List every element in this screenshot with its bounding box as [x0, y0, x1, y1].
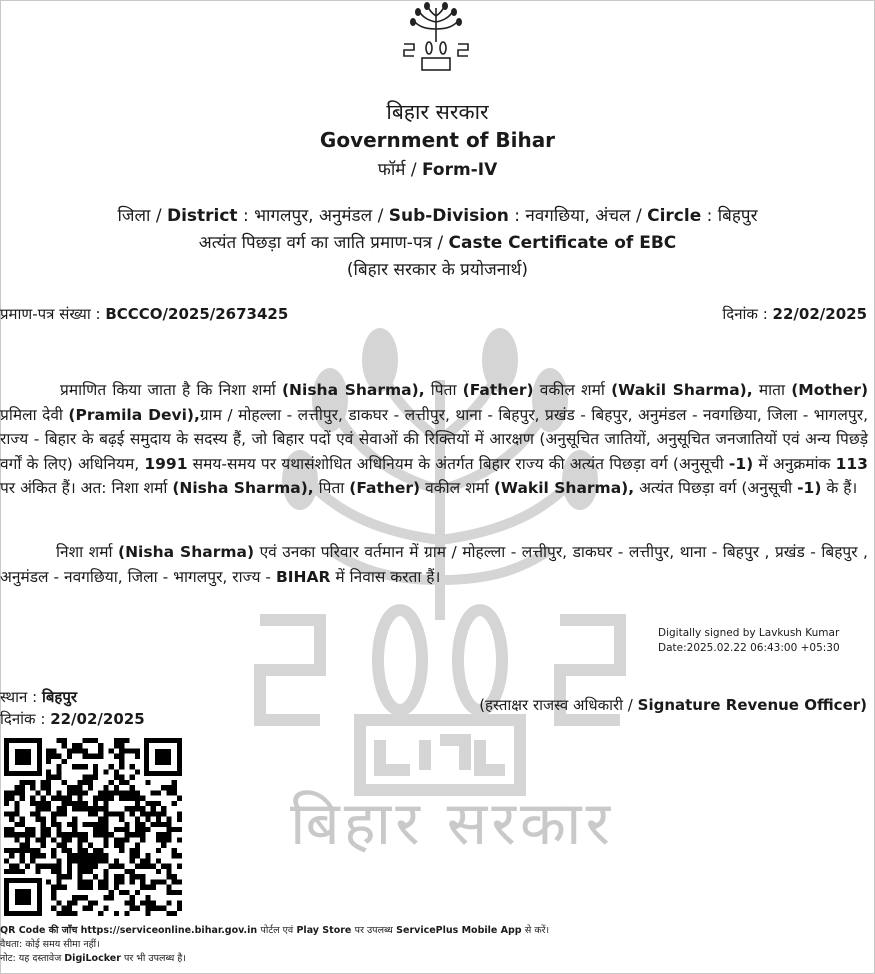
digital-signature [658, 626, 840, 656]
digital-signature-date: Date:2025.02.22 06:43:00 +05:30 [658, 642, 840, 654]
certificate-number: प्रमाण-पत्र संख्या : BCCCO/2025/2673425 [0, 305, 289, 323]
certificate-date: दिनांक : 22/02/2025 [722, 305, 867, 323]
residence-paragraph: निशा शर्मा (Nisha Sharma) एवं उनका परिवार वर्तमान में ग्राम / मोहल्ला - लत्तीपुर, डाकघर - लत्तीपुर, थाना - बिहपुर , प्रखंड - बिहपुर , अनुमंडल - नवगछिया, जिला - भागलपुर, राज्य - BIHAR में निवास करता हैं। [0, 543, 868, 586]
district-line: जिला / District : भागलपुर, अनुमंडल / Sub-Division : नवगछिया, अंचल / Circle : बिहपुर [117, 206, 758, 226]
form-title: फॉर्म / Form-IV [377, 160, 498, 180]
footer-validity: वैधता: कोई समय सीमा नहीं। [0, 939, 100, 950]
footer-qr-note: QR Code की जाँच https://serviceonline.bihar.gov.in पोर्टल एवं Play Store पर उपलब्ध ServicePlus Mobile App से करें। [0, 925, 550, 936]
qr-code-icon[interactable] [4, 738, 182, 916]
header-english-title: Government of Bihar [319, 128, 556, 152]
purpose-line: (बिहार सरकार के प्रयोजनार्थ) [346, 260, 529, 280]
signature-officer: (हस्ताक्षर राजस्व अधिकारी / Signature Revenue Officer) [479, 696, 867, 714]
footer-notes [0, 924, 549, 966]
bihar-emblem-icon [398, 2, 474, 74]
watermark-text: बिहार सरकार [290, 789, 615, 859]
digital-signature-name: Digitally signed by Lavkush Kumar [658, 627, 840, 639]
place-block: स्थान : बिहपुर दिनांक : 22/02/2025 [0, 688, 145, 728]
certificate-title: अत्यंत पिछड़ा वर्ग का जाति प्रमाण-पत्र / Caste Certificate of EBC [198, 233, 677, 253]
footer-digilocker-note: नोट: यह दस्तावेज DigiLocker पर भी उपलब्ध है। [0, 953, 186, 964]
certification-paragraph: प्रमाणित किया जाता है कि निशा शर्मा (Nisha Sharma), पिता (Father) वकील शर्मा (Wakil Sharma), माता (Mother) प्रमिला देवी (Pramila Devi),ग्राम / मोहल्ला - लत्तीपुर, डाकघर - लत्तीपुर, थाना - बिहपुर, प्रखंड - बिहपुर, अनुमंडल - नवगछिया, जिला - भागलपुर, राज्य - बिहार के बढ़ई समुदाय के सदस्य हैं, जो बिहार पदों एवं सेवाओं की रिक्तियों में आरक्षण (अनुसूचित जातियों, अनुसूचित जनजातियों एवं अन्य पिछड़े वर्गों के लिए) अधिनियम, 1991 समय-समय पर यथासंशोधित अधिनियम के अंतर्गत बिहार राज्य की अत्यंत पिछड़ा वर्ग (अनुसूची -1) में अनुक्रमांक 113 पर अंकित हैं। अत: निशा शर्मा (Nisha Sharma), पिता (Father) वकील शर्मा (Wakil Sharma), अत्यंत पिछड़ा वर्ग (अनुसूची -1) के हैं। [0, 381, 869, 497]
header-hindi-title: बिहार सरकार [386, 100, 489, 124]
